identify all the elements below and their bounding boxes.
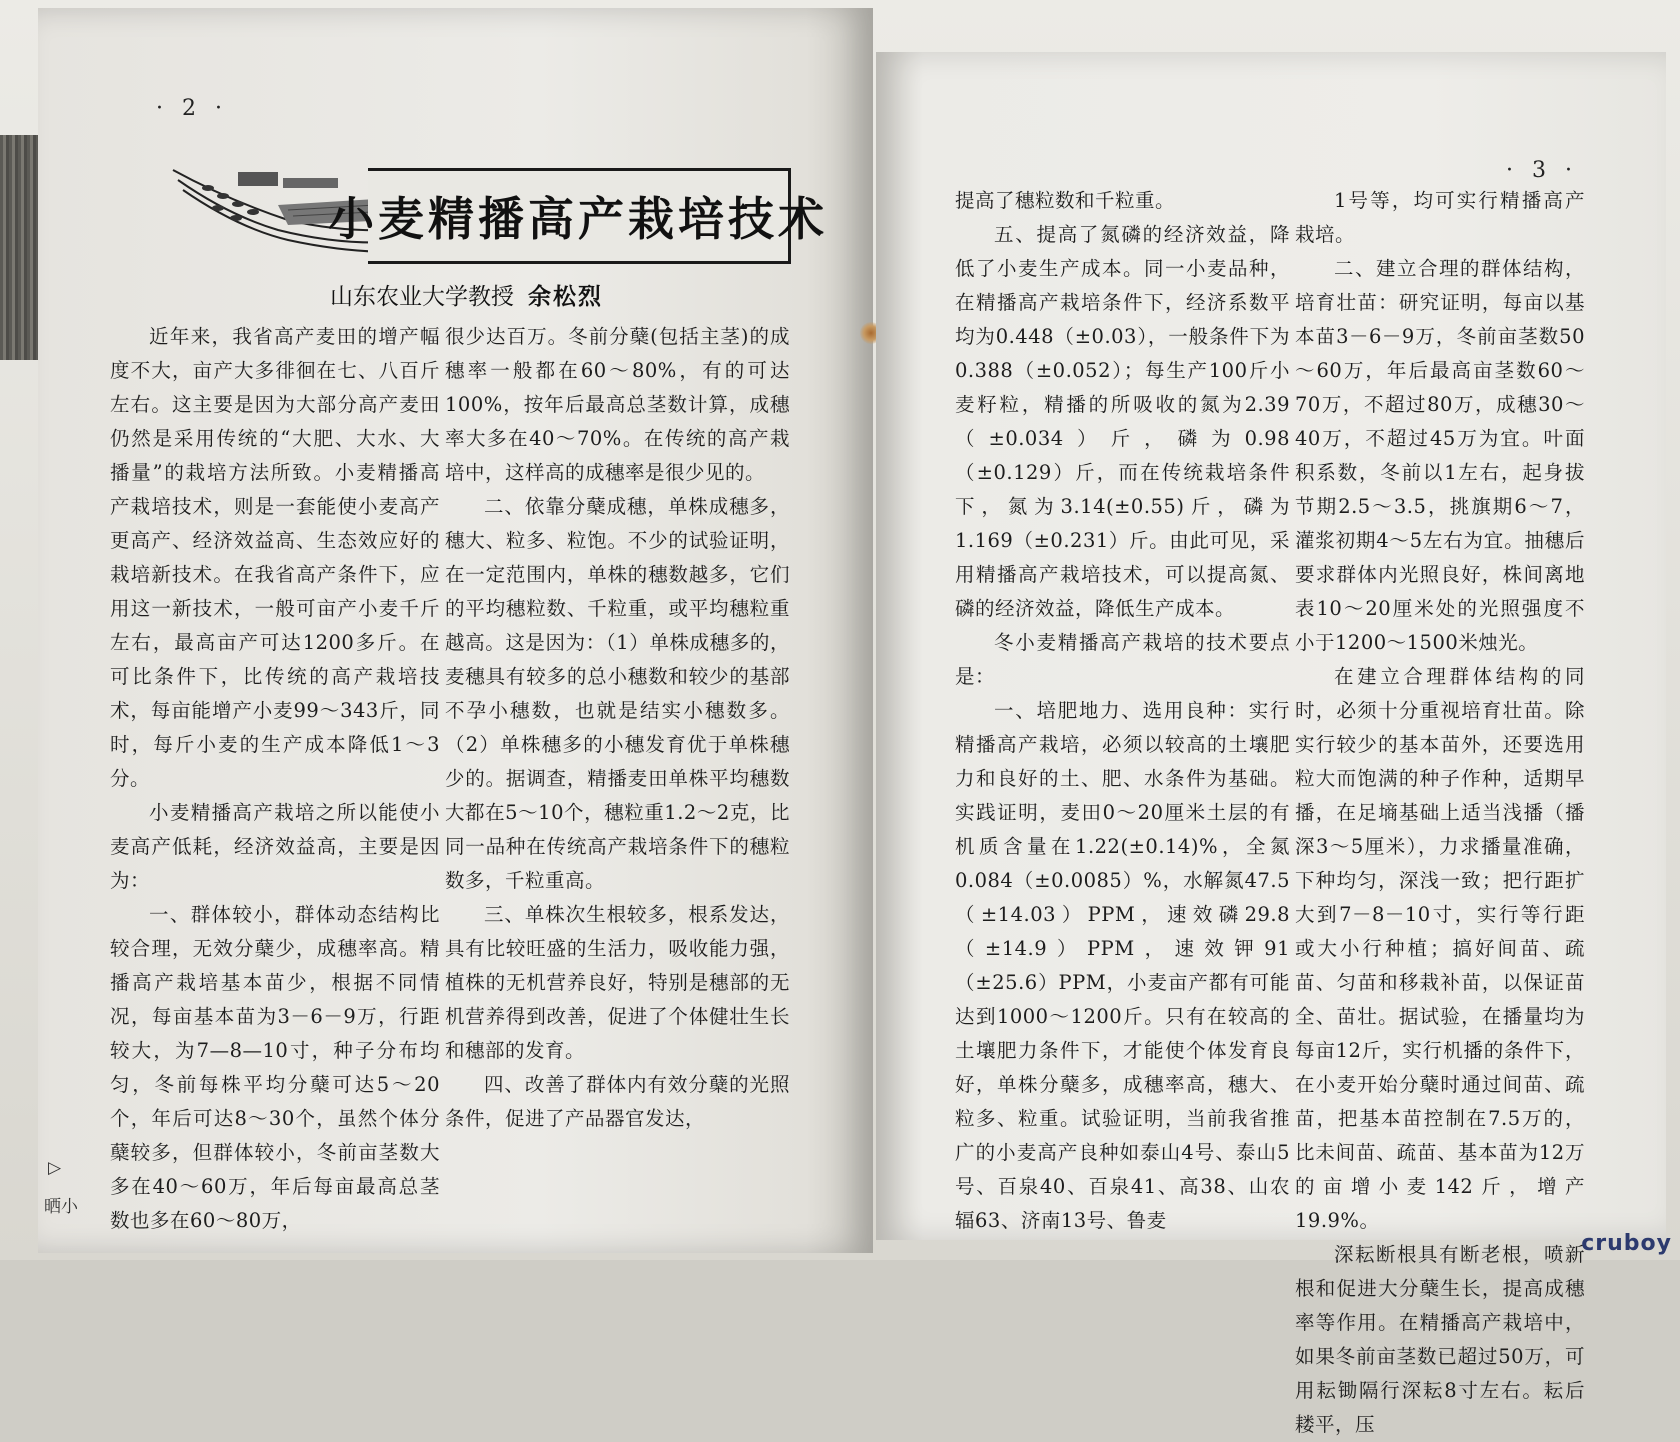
paragraph: 五、提高了氮磷的经济效益，降低了小麦生产成本。同一小麦品种，在精播高产栽培条件下，经济系数平均为0.448（±0.03），一般条件下为0.388（±0.052）；每生产100斤小麦籽粒，精播的所吸收的氮为2.39（±0.034）斤，磷为0.98（±0.129）斤，而在传统栽培条件下，氮为3.14(±0.55)斤，磷为1.169（±0.231）斤。由此可见，采用精播高产栽培技术，可以提高氮、磷的经济效益，降低生产成本。 <box>955 223 1290 620</box>
paragraph: 四、改善了群体内有效分蘖的光照条件，促进了产品器官发达， <box>445 1073 790 1130</box>
paragraph: 提高了穗粒数和千粒重。 <box>955 189 1176 212</box>
paragraph: 深耘断根具有断老根，喷新根和促进大分蘖生长，提高成穗率等作用。在精播高产栽培中，如果冬前亩茎数已超过50万，可用耘锄隔行深耘8寸左右。耘后耧平，压 <box>1295 1243 1585 1436</box>
right-column-1 <box>955 184 1290 1238</box>
paragraph: 二、依靠分蘖成穗，单株成穗多，穗大、粒多、粒饱。不少的试验证明，在一定范围内，单株的穗数越多，它们的平均穗粒数、千粒重，或平均穗粒重越高。这是因为：（1）单株成穗多的，麦穗具有较多的总小穗数和较少的基部不孕小穗数，也就是结实小穗数多。（2）单株穗多的小穗发育优于单株穗少的。据调查，精播麦田单株平均穗数大都在5～10个，穗粒重1.2～2克，比同一品种在传统高产栽培条件下的穗粒数多，千粒重高。 <box>445 495 790 892</box>
paragraph: 在建立合理群体结构的同时，必须十分重视培育壮苗。除实行较少的基本苗外，还要选用粒大而饱满的种子作种，适期早播，在足墒基础上适当浅播（播深3～5厘米），力求播量准确，下种均匀，深浅一致；把行距扩大到7－8－10寸，实行等行距或大小行种植；搞好间苗、疏苗、匀苗和移栽补苗，以保证苗全、苗壮。据试验，在播量均为每亩12斤，实行机播的条件下，在小麦开始分蘖时通过间苗、疏苗，把基本苗控制在7.5万的，比未间苗、疏苗、基本苗为12万的亩增小麦142斤，增产19.9%。 <box>1295 665 1585 1232</box>
right-page-number: · 3 · <box>1506 158 1578 183</box>
left-column-1 <box>110 320 440 1238</box>
author-affiliation: 山东农业大学教授 <box>330 284 514 310</box>
paragraph: 二、建立合理的群体结构，培育壮苗：研究证明，每亩以基本苗3－6－9万，冬前亩茎数50～60万，年后最高亩茎数60～70万，不超过80万，成穗30～40万，不超过45万为宜。叶面积系数，冬前以1左右，起身拔节期2.5～3.5，挑旗期6～7，灌浆初期4～5左右为宜。抽穗后要求群体内光照良好，株间离地表10～20厘米处的光照强度不小于1200～1500米烛光。 <box>1295 257 1585 654</box>
paragraph: 三、单株次生根较多，根系发达，具有比较旺盛的生活力，吸收能力强，植株的无机营养良好，特别是穗部的无机营养得到改善，促进了个体健壮生长和穗部的发育。 <box>445 903 790 1062</box>
margin-text-fragment: 晒小 <box>44 1197 78 1217</box>
article-title: 小麦精播高产栽培技术 <box>328 192 828 246</box>
watermark: cruboy <box>1581 1231 1672 1256</box>
previous-page-photo-edge <box>0 135 40 360</box>
left-column-2 <box>445 320 790 1136</box>
paragraph: 冬小麦精播高产栽培的技术要点是： <box>955 631 1290 688</box>
paragraph: 一、群体较小，群体动态结构比较合理，无效分蘖少，成穗率高。精播高产栽培基本苗少，根据不同情况，每亩基本苗为3－6－9万，行距较大，为7—8—10寸，种子分布均匀，冬前每株平均分蘖可达5～20个，年后可达8～30个，虽然个体分蘖较多，但群体较小，冬前亩茎数大多在40～60万，年后每亩最高总茎数也多在60～80万， <box>110 903 440 1232</box>
author-name: 余松烈 <box>528 283 603 310</box>
paragraph: 一、培肥地力、选用良种：实行精播高产栽培，必须以较高的土壤肥力和良好的土、肥、水条件为基础。实践证明，麦田0～20厘米土层的有机质含量在1.22(±0.14)%，全氮0.084（±0.0085）%，水解氮47.5（±14.03）PPM，速效磷29.8（±14.9）PPM，速效钾91（±25.6）PPM，小麦亩产都有可能达到1000～1200斤。只有在较高的土壤肥力条件下，才能使个体发育良好，单株分蘖多，成穗率高，穗大、粒多、粒重。试验证明，当前我省推广的小麦高产良种如泰山4号、泰山5号、百泉40、百泉41、高38、山农辐63、济南13号、鲁麦 <box>955 699 1290 1232</box>
right-column-2 <box>1295 184 1585 1442</box>
left-page-number: · 2 · <box>156 96 228 121</box>
paragraph: 近年来，我省高产麦田的增产幅度不大，亩产大多徘徊在七、八百斤左右。这主要是因为大部分高产麦田仍然是采用传统的“大肥、大水、大播量”的栽培方法所致。小麦精播高产栽培技术，则是一套能使小麦高产更高产、经济效益高、生态效应好的栽培新技术。在我省高产条件下，应用这一新技术，一般可亩产小麦千斤左右，最高亩产可达1200多斤。在可比条件下，比传统的高产栽培技术，每亩能增产小麦99～343斤，同时，每斤小麦的生产成本降低1～3分。 <box>110 325 440 790</box>
paragraph: 小麦精播高产栽培之所以能使小麦高产低耗，经济效益高，主要是因为： <box>110 801 440 892</box>
paragraph: 很少达百万。冬前分蘖(包括主茎)的成穗率一般都在60～80%，有的可达100%，按年后最高总茎数计算，成穗率大多在40～70%。在传统的高产栽培中，这样高的成穗率是很少见的。 <box>445 325 790 484</box>
title-box <box>328 168 828 264</box>
paragraph: 1号等，均可实行精播高产栽培。 <box>1295 189 1585 246</box>
margin-arrow-mark: ▷ <box>48 1158 62 1178</box>
author-line <box>330 278 603 311</box>
title-banner <box>168 160 828 260</box>
